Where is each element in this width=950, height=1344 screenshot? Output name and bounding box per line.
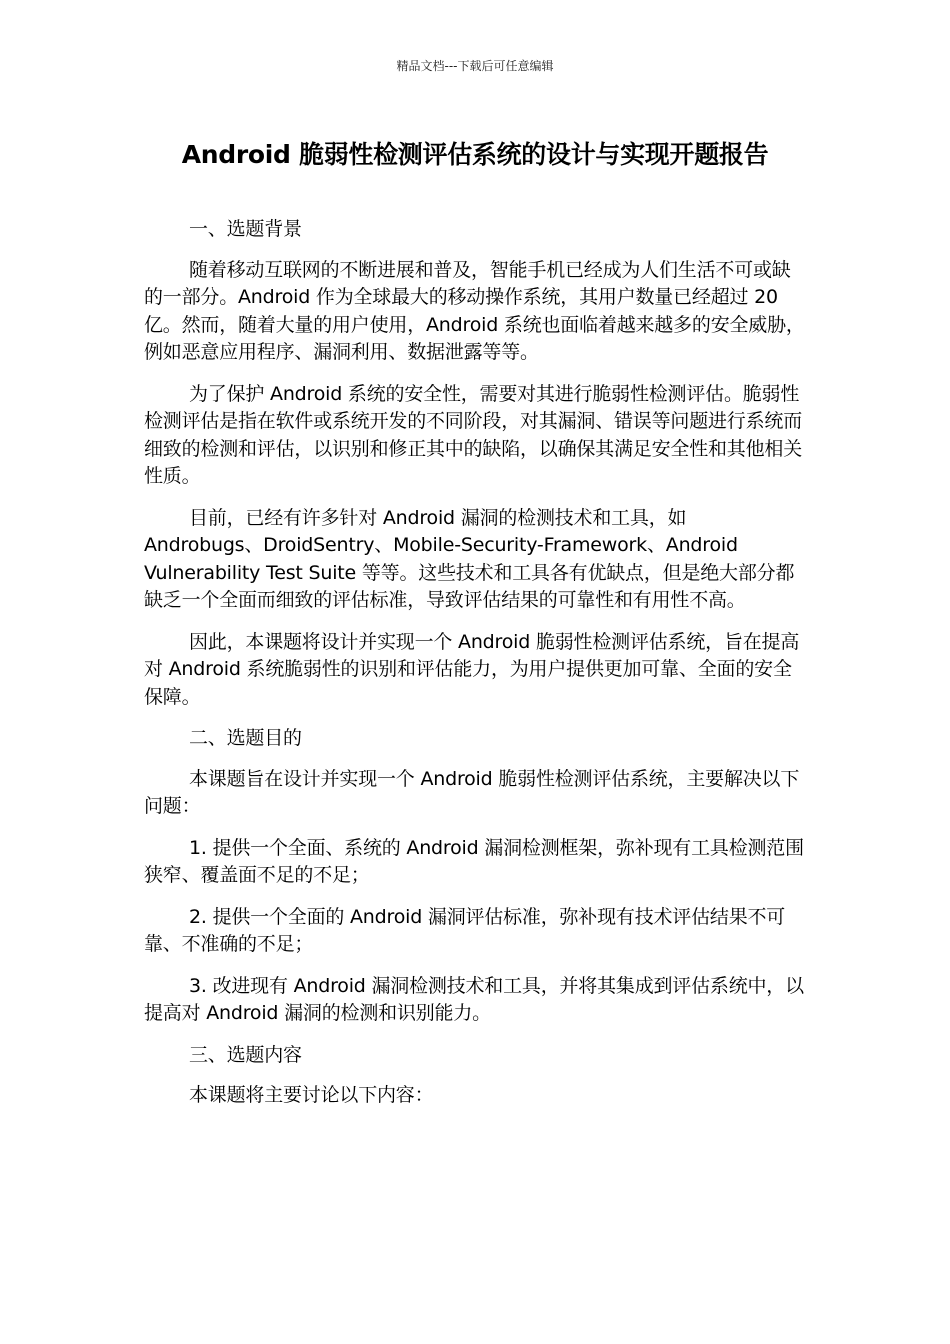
list-item: 3. 改进现有 Android 漏洞检测技术和工具，并将其集成到评估系统中，以提高对 Android 漏洞的检测和识别能力。: [144, 974, 804, 1024]
page-header-note: 精品文档---下载后可任意编辑: [396, 59, 554, 73]
body-paragraph: 因此，本课题将设计并实现一个 Android 脆弱性检测评估系统，旨在提高对 Android 系统脆弱性的识别和评估能力，为用户提供更加可靠、全面的安全保障。: [144, 630, 800, 708]
body-paragraph: 随着移动互联网的不断进展和普及，智能手机已经成为人们生活不可或缺的一部分。Android 作为全球最大的移动操作系统，其用户数量已经超过 20 亿。然而，随着大量的用户使用，Android 系统也面临着越来越多的安全威胁，例如恶意应用程序、漏洞利用、数据泄露等等。: [144, 258, 805, 363]
list-item: 1. 提供一个全面、系统的 Android 漏洞检测框架，弥补现有工具检测范围狭窄、覆盖面不足的不足；: [144, 836, 804, 886]
body-paragraph: 目前，已经有许多针对 Android 漏洞的检测技术和工具，如 Androbugs、DroidSentry、Mobile-Security-Framework、Android Vulnerability Test Suite 等等。这些技术和工具各有优缺点，但是绝大部分都缺乏一个全面而细致的评估标准，导致评估结果的可靠性和有用性不高。: [144, 506, 795, 611]
document-title: Android 脆弱性检测评估系统的设计与实现开题报告: [181, 140, 769, 169]
body-paragraph: 为了保护 Android 系统的安全性，需要对其进行脆弱性检测评估。脆弱性检测评估是指在软件或系统开发的不同阶段，对其漏洞、错误等问题进行系统而细致的检测和评估，以识别和修正其中的缺陷，以确保其满足安全性和其他相关性质。: [144, 382, 803, 487]
list-item: 2. 提供一个全面的 Android 漏洞评估标准，弥补现有技术评估结果不可靠、不准确的不足；: [144, 905, 786, 955]
section-heading: 三、选题内容: [189, 1043, 302, 1066]
document-body: [144, 216, 806, 1124]
body-paragraph: 本课题将主要讨论以下内容：: [189, 1084, 434, 1106]
section-heading: 一、选题背景: [189, 218, 302, 240]
body-paragraph: 本课题旨在设计并实现一个 Android 脆弱性检测评估系统，主要解决以下问题：: [144, 767, 800, 817]
section-heading: 二、选题目的: [189, 727, 302, 749]
